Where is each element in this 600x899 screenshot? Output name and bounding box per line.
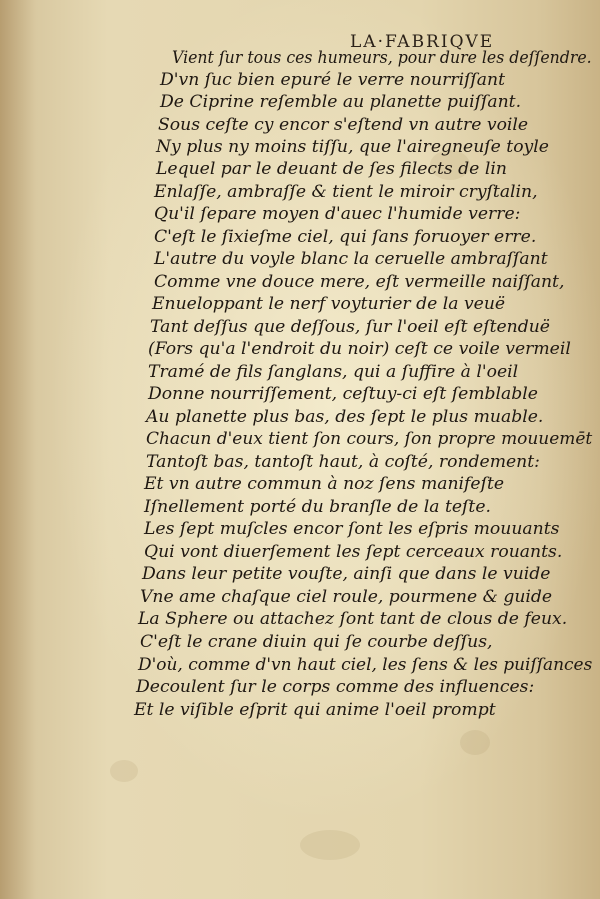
poem-line: Comme vne douce mere, eſt vermeille naiſſant, xyxy=(154,272,565,292)
poem-line: D'où, comme d'vn haut ciel, les ſens & les puiſſances xyxy=(138,655,593,675)
poem-line: Tramé de fils ſanglans, qui a ſuffire à l'oeil xyxy=(148,362,519,382)
poem-line: Et le viſible eſprit qui anime l'oeil prompt xyxy=(134,700,496,720)
poem-line: C'eſt le crane diuin qui ſe courbe deſſus, xyxy=(140,632,493,652)
poem-line: Ny plus ny moins tiſſu, que l'airegneuſe toyle xyxy=(156,137,549,157)
poem-line: Au planette plus bas, des ſept le plus muable. xyxy=(146,407,544,427)
poem-line: (Fors qu'a l'endroit du noir) ceſt ce voile vermeil xyxy=(148,339,571,359)
poem-line: Et vn autre commun à noz ſens manifeſte xyxy=(144,474,505,494)
poem-line: D'vn ſuc bien epuré le verre nourriſſant xyxy=(160,70,506,90)
page-stain xyxy=(300,830,360,860)
poem-line: Dans leur petite vouſte, ainſi que dans le vuide xyxy=(142,564,551,584)
poem-line: Chacun d'eux tient ſon cours, ſon propre mouuemēt xyxy=(146,429,593,449)
running-head: LA·FABRIQVE xyxy=(350,32,495,52)
poem-line: Tantoſt bas, tantoſt haut, à coſté, rondement: xyxy=(146,452,540,472)
poem-line: Qui vont diuerſement les ſept cerceaux rouants. xyxy=(144,542,563,562)
poem-line: L'autre du voyle blanc la ceruelle ambraſſant xyxy=(154,249,548,269)
poem-line: Donne nourriſſement, ceſtuy-ci eſt ſemblable xyxy=(148,384,538,404)
poem-line: Tant deſſus que deſſous, ſur l'oeil eſt eſtenduë xyxy=(150,317,550,337)
poem-line: Les ſept muſcles encor ſont les eſpris mouuants xyxy=(144,519,560,539)
poem-line: Vne ame chaſque ciel roule, pourmene & guide xyxy=(140,587,553,607)
poem-line: Vient ſur tous ces humeurs, pour dure les deſſendre. xyxy=(172,48,592,68)
poem-line: Enlaſſe, ambraſſe & tient le miroir cryſtalin, xyxy=(154,182,538,202)
poem-line: De Ciprine reſemble au planette puiſſant. xyxy=(160,92,522,112)
poem-line: Qu'il ſepare moyen d'auec l'humide verre: xyxy=(154,204,521,224)
poem-line: La Sphere ou attachez ſont tant de clous de feux. xyxy=(138,609,568,629)
poem-line: Sous ceſte cy encor s'eſtend vn autre voile xyxy=(158,115,529,135)
page-stain xyxy=(110,760,138,782)
poem-line: Iſnellement porté du branſle de la teſte. xyxy=(144,497,491,517)
poem-line: Enueloppant le nerf voyturier de la veuë xyxy=(152,294,506,314)
poem-line: C'eſt le ſixieſme ciel, qui ſans foruoyer erre. xyxy=(154,227,537,247)
page-stain xyxy=(460,730,490,755)
poem-line: Decoulent ſur le corps comme des influences: xyxy=(136,677,535,697)
poem-line: Lequel par le deuant de ſes filects de lin xyxy=(156,159,507,179)
